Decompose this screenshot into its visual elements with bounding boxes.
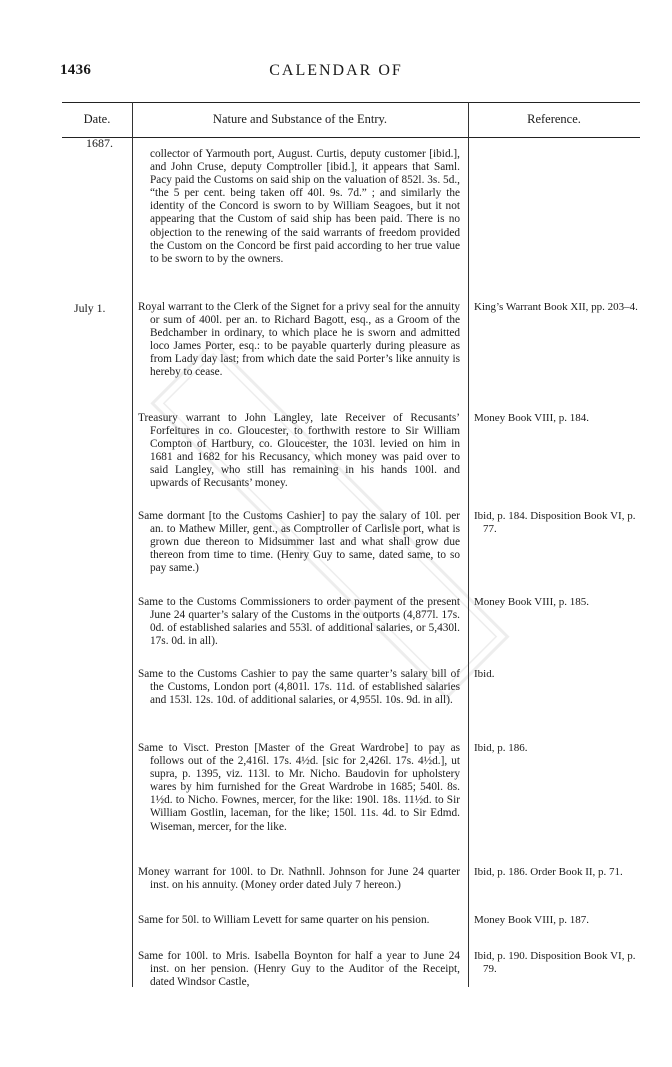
column-heading-nature: Nature and Substance of the Entry. xyxy=(212,112,388,126)
entry-reference: Ibid, p. 186. Order Book II, p. 71. xyxy=(474,866,623,878)
entry-reference: Ibid, p. 186. xyxy=(474,742,528,754)
column-heading-date: Date. xyxy=(83,112,111,126)
entry-date: July 1. xyxy=(74,301,106,315)
entry-text: Money warrant for 100l. to Dr. Nathnll. Johnson for June 24 quarter inst. on his annuity. (Money order dated July 7 hereon.) xyxy=(138,866,460,892)
column-rule-right xyxy=(468,102,469,987)
entry-reference: Ibid. xyxy=(474,668,495,680)
entry-reference: Ibid, p. 184. Disposition Book VI, p. 77. xyxy=(474,510,636,535)
column-rule-left xyxy=(132,102,133,987)
entry-text: Same dormant [to the Customs Cashier] to pay the salary of 10l. per an. to Mathew Miller, gent., as Comptroller of Carlisle port, what is grown due thereon to Midsummer last and what shall grow due thereon from time to time. (Henry Guy to same, dated same, to so pay same.) xyxy=(138,510,460,575)
entry-text: Same for 50l. to William Levett for same quarter on his pension. xyxy=(138,914,430,926)
column-heading-reference: Reference. xyxy=(527,112,581,126)
entry-text: Same to the Customs Cashier to pay the same quarter’s salary bill of the Customs, London port (4,801l. 17s. 11d. of established salaries and 153l. 12s. 10d. of additional salaries, or 4,955l. 10s. 9d. in all). xyxy=(138,668,460,707)
entry-text: collector of Yarmouth port, August. Curtis, deputy customer [ibid.], and John Cruse, deputy Comptroller [ibid.], it appears that Saml. Pacy paid the Customs on said ship on the valuation of 852l. 3s. 5d., “the 5 per cent. being taken off 40l. 9s. 7d.” ; and similarly the identity of the Concord is sworn to by William Seagoes, but it not appearing that the Custom of said ship has been paid. There is no objection to the renewing of the said warrants of freedom provided the Custom on the Concord be first paid according to her true value to be sworn to by the owners. xyxy=(150,148,460,265)
entry-text: Same to Visct. Preston [Master of the Great Wardrobe] to pay as follows out of the 2,416l. 17s. 4½d. [sic for 2,426l. 17s. 4½d.], ut supra, p. 1395, viz. 113l. to Mr. Nicho. Baudovin for upholstery wares by him furnished for the Great Wardrobe in 1685; 540l. 8s. 1½d. to Nicho. Fownes, mercer, for the like: 190l. 18s. 11½d. to Sir William Gostlin, laceman, for the like; 150l. 11s. 4d. to Sir Edmd. Wiseman, mercer, for the like. xyxy=(138,742,460,833)
column-headings xyxy=(62,102,640,138)
entry-text: Treasury warrant to John Langley, late Receiver of Recusants’ Forfeitures in co. Gloucester, to forthwith restore to Sir William Compton of Hartbury, co. Gloucester, the 103l. levied on him in 1681 and 1682 for his Recusancy, which money was paid over to said Langley, who still has remaining in his hands 100l. and upwards of Recusants’ money. xyxy=(138,412,460,490)
entry-reference: King’s Warrant Book XII, pp. 203–4. xyxy=(474,301,638,313)
entry-reference: Money Book VIII, p. 187. xyxy=(474,914,589,926)
entry-text: Royal warrant to the Clerk of the Signet for a privy seal for the annuity or sum of 400l. per an. to Richard Bagott, esq., as a Groom of the Bedchamber in ordinary, to which place he is sworn and admitted loco James Porter, esq.: to be payable quarterly during pleasure as from Lady day last; from which date the said Porter’s like annuity is hereby to cease. xyxy=(138,301,460,379)
entry-reference: Ibid, p. 190. Disposition Book VI, p. 79. xyxy=(474,950,636,975)
running-head xyxy=(0,62,672,84)
page-number: 1436 xyxy=(60,62,92,78)
entry-text: Same for 100l. to Mris. Isabella Boynton for half a year to June 24 inst. on her pension. (Henry Guy to the Auditor of the Receipt, dated Windsor Castle, xyxy=(138,950,460,989)
entry-reference: Money Book VIII, p. 185. xyxy=(474,596,589,608)
running-title: CALENDAR OF xyxy=(269,62,403,79)
entry-text: Same to the Customs Commissioners to order payment of the present June 24 quarter’s salary of the Customs in the outports (4,877l. 17s. 0d. of established salaries and 553l. of additional salaries, or 5,430l. 17s. 0d. in all). xyxy=(138,596,460,648)
entry-reference: Money Book VIII, p. 184. xyxy=(474,412,589,424)
year-mark: 1687. xyxy=(86,136,113,150)
